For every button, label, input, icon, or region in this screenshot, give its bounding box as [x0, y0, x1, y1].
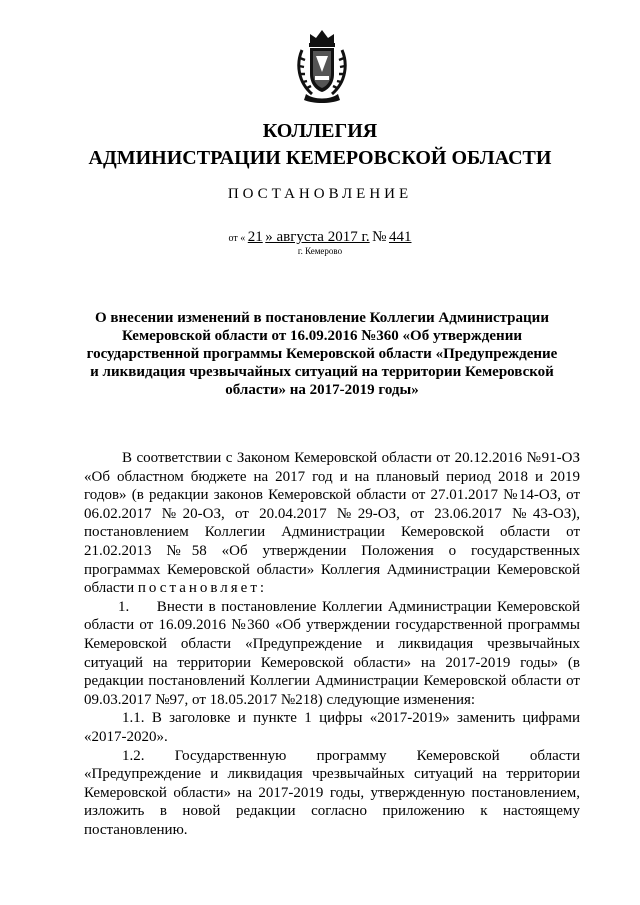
date-prefix: от « — [228, 233, 246, 244]
date-month-year: » августа 2017 г. — [265, 229, 370, 245]
org-name-line1: КОЛЛЕГИЯ — [262, 120, 378, 142]
document-title: О внесении изменений в постановление Коллегии Администрации Кемеровской области от 16.09.2016 №360 «Об утверждении государственной программы Кемеровской области «Предупреждение и ликвидация чрезвычайных ситуаций на территории Кемеровской области» на 2017-2019 годы» — [86, 310, 558, 398]
city-name: г. Кемерово — [297, 246, 343, 256]
document-number: 441 — [388, 229, 412, 245]
document-body — [84, 449, 584, 839]
intro-text: В соответствии с Законом Кемеровской области от 20.12.2016 №91-ОЗ «Об областном бюджете на 2017 год и на плановый период 2018 и 2019 годов» (в редакции законов Кемеровской области от 27.01.2017 №14-ОЗ, от 06.02.2017 №20-ОЗ, от 20.04.2017 №29-ОЗ, от 23.06.2017 №43-ОЗ), постановлением Коллегии Администрации Кемеровской области от 21.02.2013 №58 «Об утверждении Положения о государственных программах Кемеровской области» Коллегия Администрации Кемеровской области — [84, 450, 580, 597]
item-1-paragraph: 1. Внести в постановление Коллегии Администрации Кемеровской области от 16.09.2016 №360 «Об утверждении государственной программы Кемеровской области «Предупреждение и ликвидация чрезвычайных ситуаций на территории Кемеровской области» на 2017-2019 годы» (в редакции постановлений Коллегии Администрации Кемеровской области от 09.03.2017 №97, от 18.05.2017 №218) следующие изменения: — [84, 598, 584, 708]
intro-paragraph — [84, 449, 580, 598]
number-prefix: № — [372, 229, 387, 245]
decree-word: постановляет: — [137, 580, 268, 597]
coat-of-arms-icon — [296, 28, 348, 104]
item-1-2-paragraph: 1.2. Государственную программу Кемеровской области «Предупреждение и ликвидация чрезвычайных ситуаций на территории Кемеровской области» на 2017-2019 годы, утвержденную постановлением, изложить в новой редакции согласно приложению к настоящему постановлению. — [84, 747, 580, 838]
document-date-number — [0, 229, 640, 247]
item-1-1-paragraph: 1.1. В заголовке и пункте 1 цифры «2017-2019» заменить цифрами «2017-2020». — [84, 710, 580, 745]
document-type: ПОСТАНОВЛЕНИЕ — [227, 186, 413, 202]
org-name-line2: АДМИНИСТРАЦИИ КЕМЕРОВСКОЙ ОБЛАСТИ — [88, 147, 552, 169]
date-day: 21 — [247, 229, 263, 245]
